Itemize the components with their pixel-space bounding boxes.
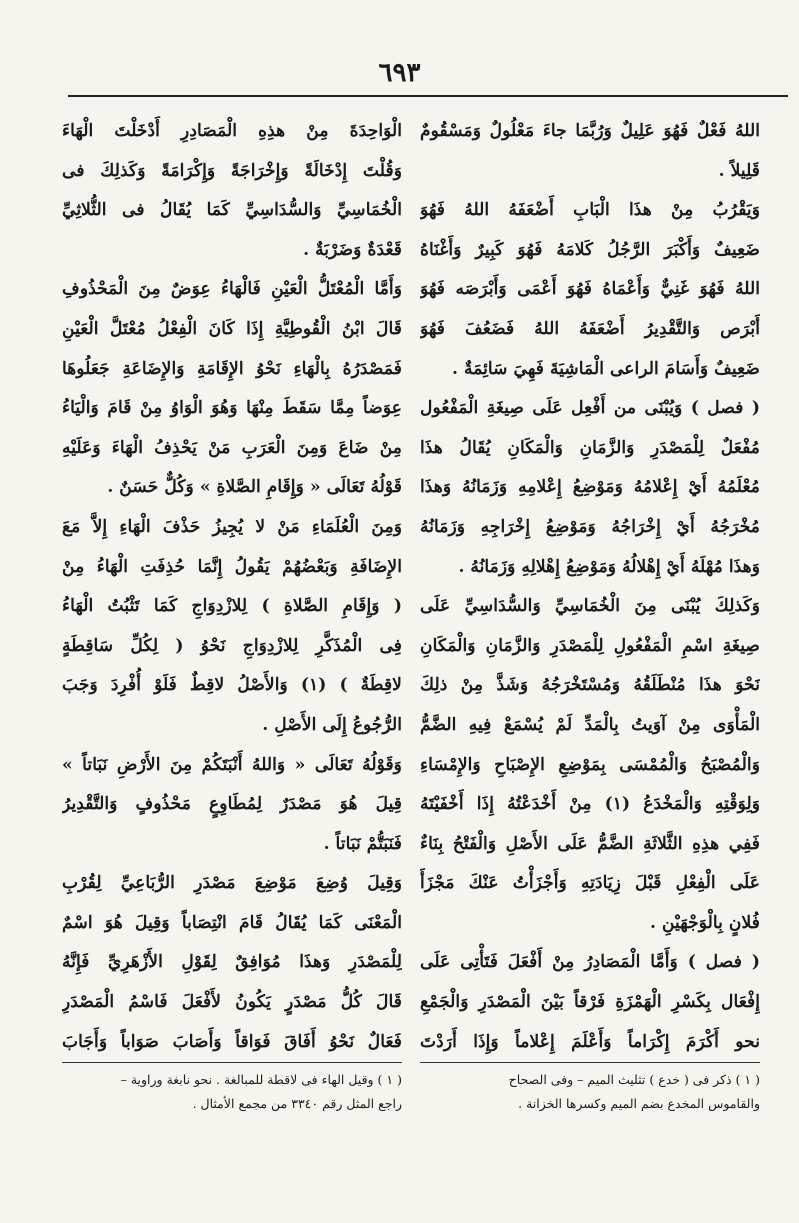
- text-line: ( فصل ) وَيُبْنَى من أَفْعِل عَلَى صِيغَةِ الْمَفْعُول: [420, 398, 760, 419]
- text-line: وَالْمُصْبَحُ وَالْمُمْسَى بِمَوْضِعِ الإِصْبَاحِ وَالإِمْسَاءِ: [420, 754, 760, 775]
- text-line: مُخْرَجُهُ أَيْ إِخْرَاجُهُ وَمَوْضِعُ إِخْرَاجِهِ وَزَمَانُهُ: [420, 516, 760, 537]
- text-line: وَيَقْرُبُ مِنْ هذَا الْبَابِ أَضْعَفَهُ اللهُ فَهُوَ: [420, 200, 760, 221]
- text-line: قَالَ كُلُّ مَصْدَرٍ يَكُونُ لأَفْعَلَ فَاسْمُ الْمَصْدَرِ: [62, 992, 402, 1013]
- text-line: وَكَذلِكَ يُبْنَى مِنَ الْخُمَاسِيِّ وَالسُّدَاسِيِّ عَلَى: [420, 596, 760, 617]
- text-line: اللهُ فَعْلٌ فَهُوَ عَلِيلٌ وَرُبَّمَا جاءَ مَعْلُولٌ وَمَسْقُومٌ: [420, 121, 760, 141]
- footnote-right: [420, 1068, 760, 1116]
- text-line: نحو أَكْرَمَ إِكْرَاماً وَأَعْلَمَ إِعْلاماً وَإِذَا أَرَدْتَ: [420, 1031, 760, 1052]
- text-line: مُعْلَمُهُ أَيْ إِعْلامُهُ وَمَوْضِعُ إِعْلامِهِ وَزَمَانُهُ وَهذَا: [420, 477, 760, 498]
- left-column: [62, 112, 402, 1062]
- text-line: ضَعِيفٌ وَأَسَامَ الراعى الْمَاشِيَةَ فَهِيَ سَائِمَةٌ .: [452, 358, 760, 379]
- text-line: صِيغَةِ اسْمِ الْمَفْعُولِ لِلْمَصْدَرِ وَالزَّمَانِ وَالْمَكَانِ: [420, 635, 760, 656]
- text-line: قَعْدَةٌ وَضَرْبَةٌ .: [303, 239, 402, 260]
- text-line: فَمَصْدَرُهُ بِالْهَاءِ نَحْوُ الإِقَامَةِ وَالإِضَاعَةِ جَعَلُوهَا: [62, 358, 402, 379]
- text-line: وَهذَا مُهْلَهُ أَيْ إِهْلالُهُ وَمَوْضِعُ إِهْلالِهِ وَزَمَانُهُ .: [458, 556, 760, 577]
- text-line: وَقِيلَ وُضِعَ مَوْضِعَ مَصْدَرِ الرُّبَاعِيِّ لِقُرْبِ: [62, 873, 402, 894]
- text-line: الرُّجُوعُ إِلَى الأَصْلِ .: [262, 714, 402, 735]
- footnote-left: [62, 1068, 402, 1116]
- text-line: فَنَبَتُّمْ نَبَاتاً .: [323, 833, 402, 854]
- text-line: الْوَاحِدَةَ مِنْ هذِهِ الْمَصَادِرِ أَدْخَلْتَ الْهَاءَ: [62, 121, 402, 141]
- text-line: مِنْ ضَاعَ وَمِنَ الْعَرَبِ مَنْ يَحْذِفُ الْهَاءَ وَعَلَيْهِ: [62, 437, 402, 458]
- text-line: وَقُلْتَ إِدْخَالَةً وَإِخْرَاجَةً وَإِكْرَامَةً وَكَذلِكَ فى: [62, 160, 402, 181]
- text-line: ضَعِيفٌ وَأَكْبَرَ الرَّجُلُ كَلامَهُ فَهُوَ كَبِيرٌ وَأَغْنَاهُ: [420, 239, 760, 260]
- text-line: قَوْلُهُ تَعَالَى « وَإِقَامِ الصَّلاةِ » وَكُلٌّ حَسَنٌ .: [107, 477, 402, 498]
- text-line: الْمَعْنَى كَمَا يُقَالُ قَامَ انْتِصَاباً وَقِيلَ هُوَ اسْمٌ: [62, 912, 402, 933]
- text-line: إِفْعَال بِكَسْرِ الْهَمْزَةِ فَرْقاً بَيْنَ الْمَصْدَرِ وَالْجَمْعِ: [420, 992, 760, 1013]
- text-line: ( فصل ) وَأَمَّا الْمَصَادِرُ مِنْ أَفْعَلَ فَتَأْتِى عَلَى: [420, 952, 760, 973]
- text-line: وَأَمَّا الْمُعْتَلُّ الْعَيْنِ فَالْهَاءُ عِوَضٌ مِنَ الْمَحْذُوفِ: [62, 279, 402, 300]
- text-line: مُفْعَلٌ لِلْمَصْدَرِ وَالزَّمَانِ وَالْمَكَانِ يُقَالُ هذَا: [420, 437, 760, 458]
- text-line: فُلانٍ بِالْوَجْهَيْنِ .: [650, 912, 760, 933]
- footnote-rule-left: [62, 1062, 402, 1063]
- text-line: عِوَضاً مِمَّا سَقَطَ مِنْهَا وَهُوَ الْوَاوُ مِنْ قَامَ وَالْيَاءُ: [62, 398, 402, 419]
- text-line: فِى الْمُذَكَّرِ لِلازْدِوَاجِ نَحْوُ ( لِكُلِّ سَاقِطَةٍ: [62, 635, 402, 656]
- text-line: وَلِوَقْتِهِ وَالْمَخْدَعُ (١) مِنْ أَخْدَعْتُهُ إِذَا أَخْفَيْتَهُ: [420, 794, 760, 815]
- footnote-line: ( ١ ) ذكر فى ( خدع ) تثليث الميم – وفى الصحاح: [508, 1072, 760, 1087]
- right-column: [420, 112, 760, 1062]
- header-rule: [68, 95, 788, 97]
- footnote-line: ( ١ ) وقيل الهاء فى لاقطة للمبالغة . نحو نابغة وراوية –: [120, 1072, 402, 1087]
- text-line: عَلَى الْفِعْلِ قَبْلَ زِيَادَتِهِ وَأَجْزَأْتُ عَنْكَ مَجْزَأَ: [420, 873, 760, 894]
- footnote-line: والقاموس المخدع بضم الميم وكسرها الخزانة .: [518, 1096, 760, 1111]
- text-line: لِلْمَصْدَرِ وَهذَا مُوَافِقٌ لِقَوْلِ الأَزْهَرِيِّ فَإِنَّهُ: [62, 952, 402, 973]
- footnote-line: راجع المثل رقم ٣٣٤٠ من مجمع الأمثال .: [192, 1096, 402, 1111]
- text-line: قَالَ ابْنُ الْقُوطِيَّةِ إِذَا كَانَ الْفِعْلُ مُعْتَلَّ الْعَيْنِ: [62, 318, 402, 339]
- text-line: ( وَإِقَامِ الصَّلاةِ ) لِلازْدِوَاجِ كَمَا تَثْبُتُ الْهَاءُ: [62, 596, 402, 617]
- text-line: الْمَأْوَى مِنْ آوَيتُ بِالْمَدِّ لَمْ يُسْمَعْ فِيهِ الضَّمُّ: [420, 714, 760, 735]
- text-line: لاقِطَةٌ ) (١) وَالأَصْلُ لاقِطٌ فَلَوْ أُفْرِدَ وَجَبَ: [62, 675, 402, 696]
- text-line: الإِضَافَةِ وَبَعْضُهُمْ يَقُولُ إِنَّمَا حُذِفَتِ الْهَاءُ مِنْ: [62, 556, 402, 577]
- text-line: الْخُمَاسِيِّ وَالسُّدَاسِيِّ كَمَا يُقَالُ فى الثُّلاثِيِّ: [62, 200, 402, 221]
- text-line: نَحْوَ هذَا مُنْطَلَقُهُ وَمُسْتَخْرَجُهُ وَشَذَّ مِنْ ذلِكَ: [420, 675, 760, 696]
- text-line: فَعَالٌ نَحْوُ أَفَاقَ فَوَاقاً وَأَصَابَ صَوَاباً وَأَجَابَ: [62, 1031, 402, 1052]
- text-line: أَبْرَص وَالتَّقْدِيرُ أَضْعَفَهُ اللهُ فَضَعُفَ فَهُوَ: [420, 318, 760, 339]
- text-line: قَلِيلاً .: [718, 160, 760, 181]
- footnote-rule-right: [420, 1062, 760, 1063]
- text-line: فَفِي هذِهِ الثَّلاثَةِ الضَّمُّ عَلَى الأَصْلِ وَالْفَتْحُ بِنَاءٌ: [420, 833, 760, 854]
- text-line: وَقَوْلُهُ تَعَالَى « وَاللهُ أَنْبَتَكُمْ مِنَ الأَرْضِ نَبَاتاً »: [62, 754, 402, 775]
- page-number: ٦٩٣: [378, 58, 421, 88]
- text-line: قِيلَ هُوَ مَصْدَرٌ لِمُطَاوِعٍ مَحْذُوفٍ وَالتَّقْدِيرُ: [62, 794, 402, 815]
- text-line: اللهُ فَهُوَ غَنِيٌّ وَأَعْمَاهُ فَهُوَ أَعْمَى وَأَبْرَصَه فَهُوَ: [420, 279, 760, 300]
- text-line: وَمِنَ الْعُلَمَاءِ مَنْ لا يُجِيزُ حَذْفَ الْهَاءِ إِلاَّ مَعَ: [62, 516, 402, 537]
